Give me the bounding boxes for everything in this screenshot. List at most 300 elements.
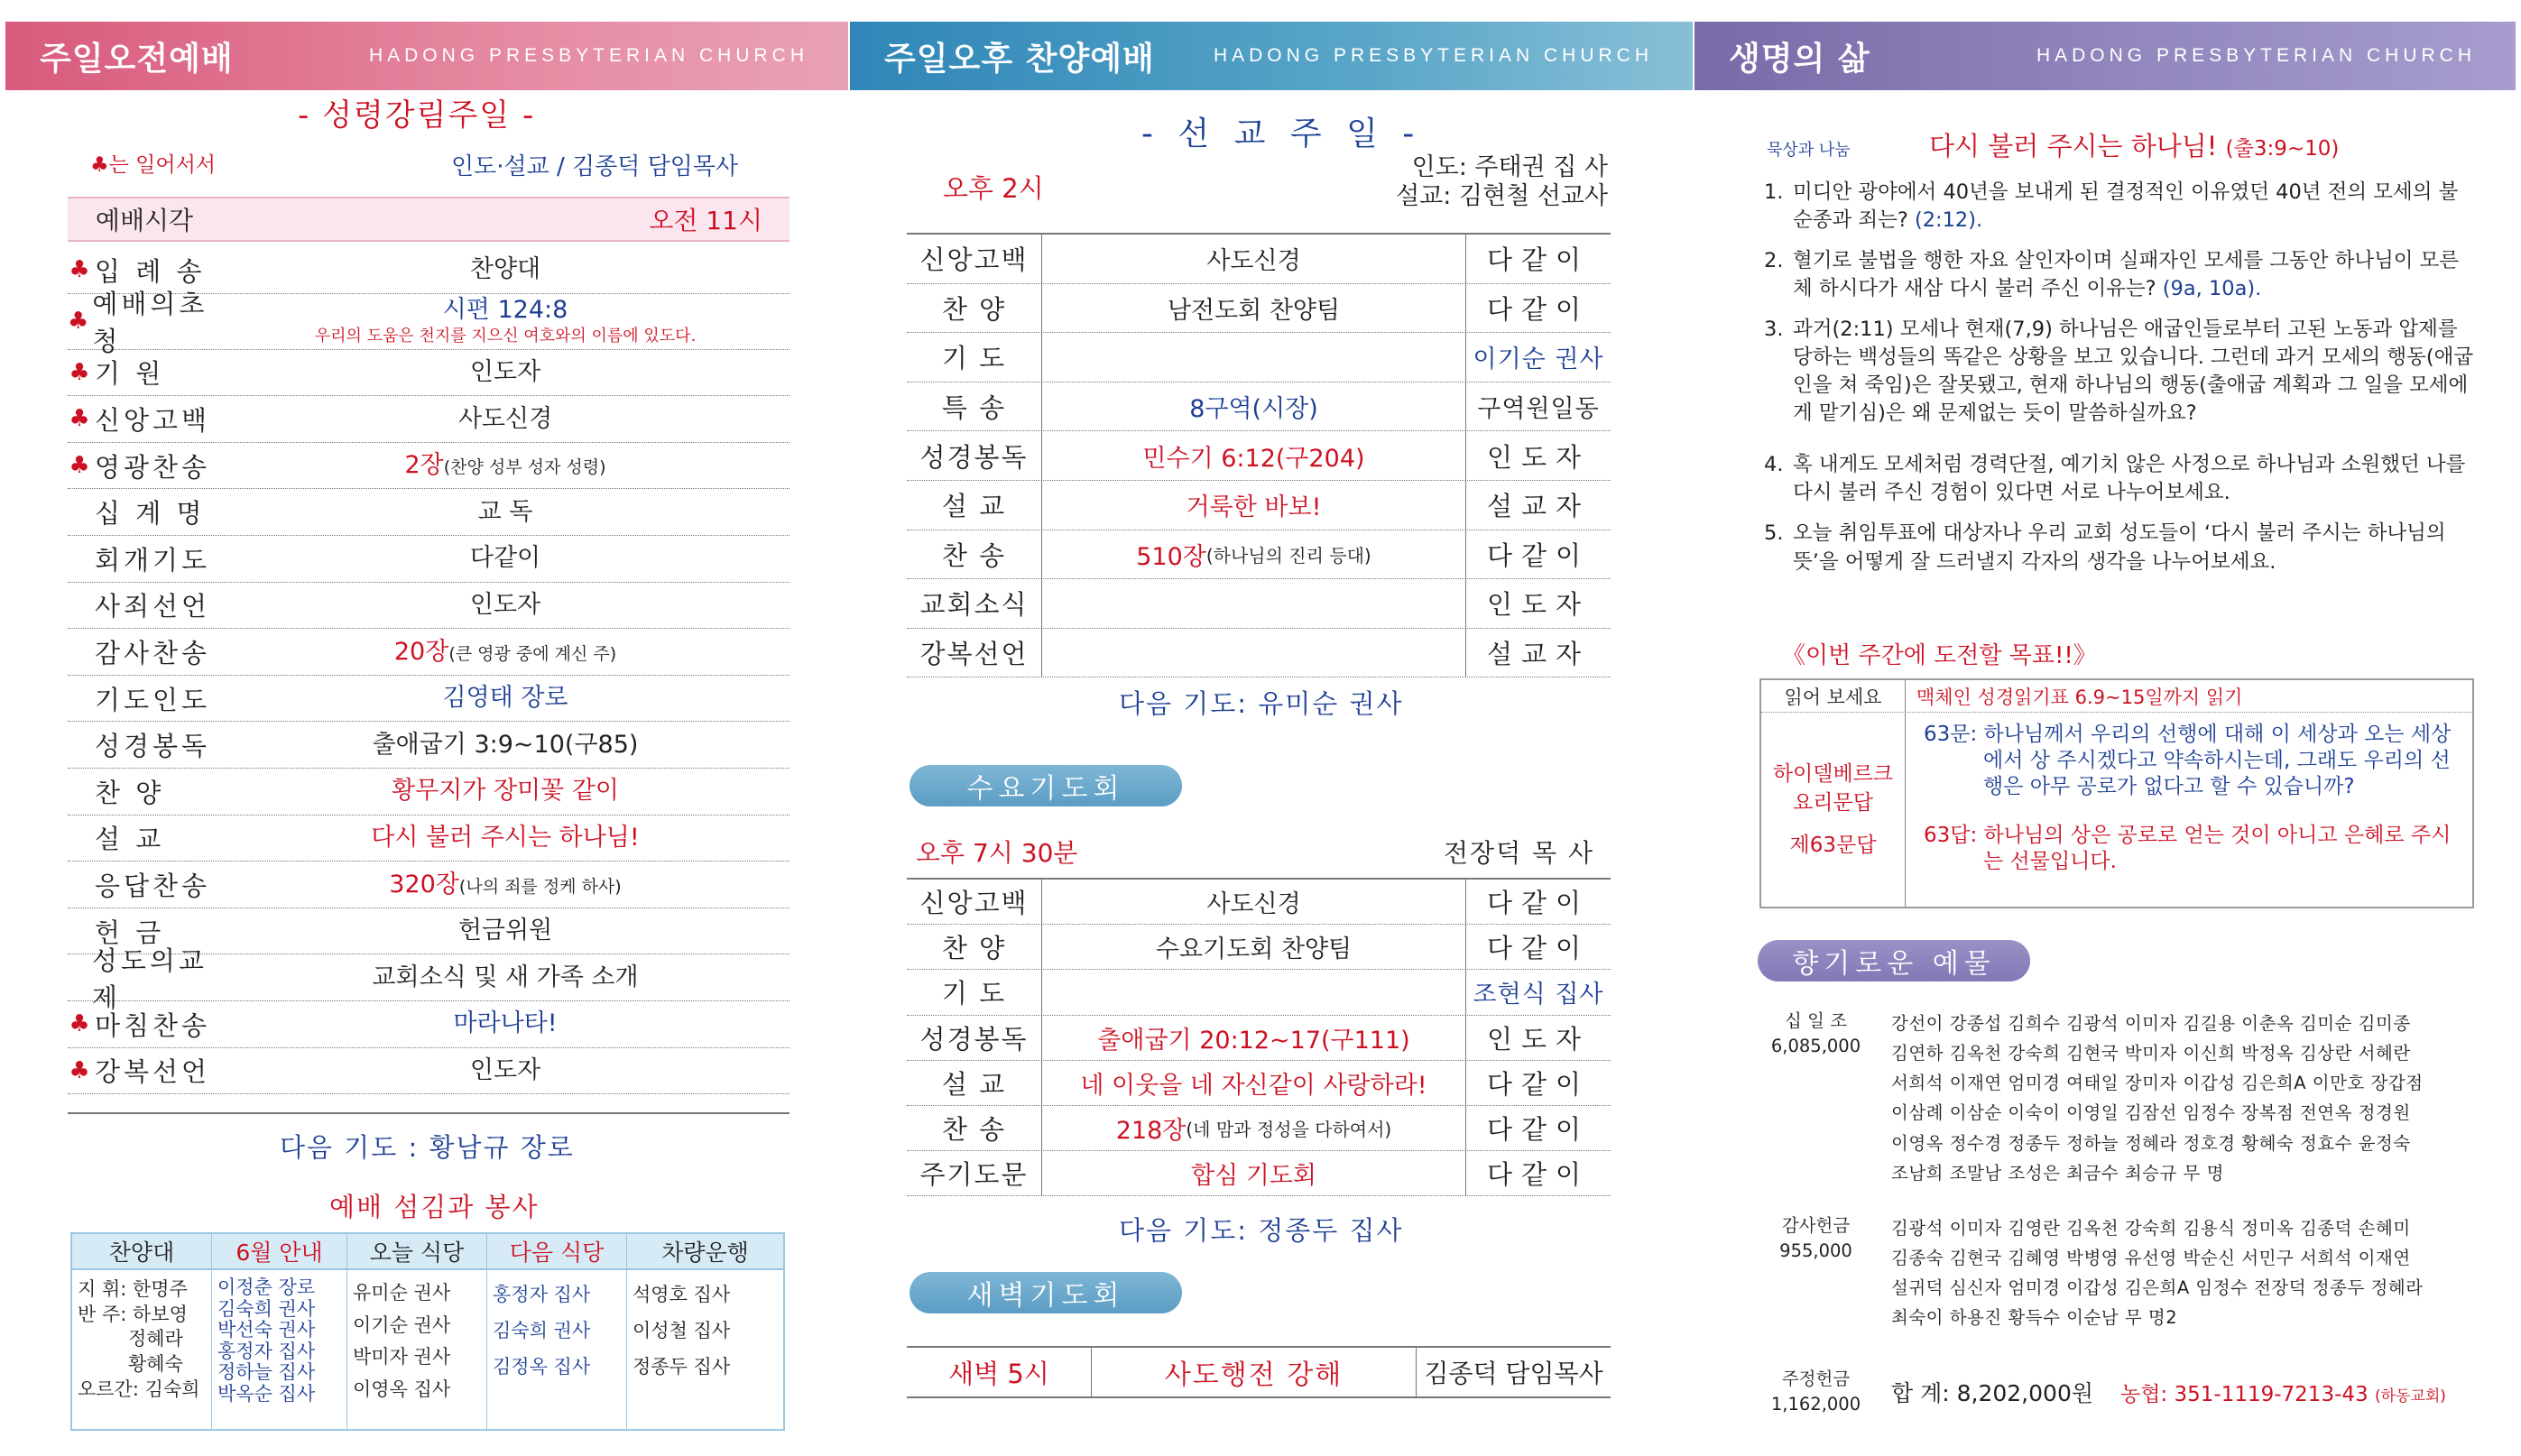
order-value <box>1042 925 1466 969</box>
order-label <box>68 401 221 438</box>
donor-names-line: 설귀덕 심신자 엄미경 이갑성 김은희A 임정수 전장덕 정종두 정혜라 <box>1891 1277 2424 1299</box>
order-value-note: (네 맘과 정성을 다하여서) <box>1186 1119 1392 1141</box>
order-row <box>68 862 790 908</box>
order-value <box>1042 1151 1466 1195</box>
order-value-text: 황무지가 장미꽃 같이 <box>392 777 619 806</box>
bank-account-number: 농협: 351-1119-7213-43 <box>2120 1382 2369 1406</box>
question-number: 1. <box>1764 180 1784 204</box>
worship-time-row <box>68 197 790 242</box>
order-label-text: 설 교 <box>95 824 165 855</box>
donor-names-line: 강선이 강종섭 김희수 김광석 이미자 김길용 이춘옥 김미순 김미종 <box>1891 1013 2411 1034</box>
order-row <box>68 443 790 490</box>
question-text: 과거(2:11) 모세나 현재(7,9) 하나님은 애굽인들로부터 고된 노동과 압제를 당하는 백성들의 똑같은 상황을 보고 있습니다. 그런데 과거 모세의 행동(애굽인을 쳐 죽임)은 잘못됐고, 현재 하나님의 행동(출애굽 계획과 그 일을 모세에게 맡기심)은 왜 문제없는 듯이 말씀하실까요? <box>1793 318 2474 426</box>
next-kitchen-column <box>487 1270 627 1429</box>
weekly-label-text: 주정헌금 <box>1781 1368 1851 1389</box>
dawn-prayer-badge: 새벽기도회 <box>910 1272 1182 1313</box>
guide-name: 정하늘 집사 <box>217 1361 316 1384</box>
club-icon: ♣ <box>68 308 93 336</box>
order-row <box>68 945 790 1013</box>
order-row <box>68 289 790 357</box>
order-row <box>68 489 790 536</box>
choir-organist: 오르간: 김숙희 <box>78 1378 200 1400</box>
order-value <box>221 964 790 991</box>
question-text: 혈기로 불법을 행한 자요 살인자이며 실패자인 모세를 그동안 하나님이 모른 체 하시다가 새삼 다시 불러 주신 이유는? <box>1793 249 2460 301</box>
club-icon: ♣ <box>69 452 94 480</box>
order-value <box>1042 235 1466 283</box>
dawn-time: 새벽 5시 <box>907 1348 1092 1396</box>
order-row <box>907 235 1611 284</box>
order-label <box>68 633 221 670</box>
order-label-text: 찬 양 <box>95 777 165 808</box>
order-label-text: 입 례 송 <box>95 255 206 287</box>
order-label-text: 응답찬송 <box>95 870 211 901</box>
choir-column <box>72 1270 212 1429</box>
guide-name: 박선숙 권사 <box>217 1319 316 1341</box>
order-value-text: 20장 <box>393 637 449 666</box>
question-item <box>1764 316 2477 428</box>
order-row <box>68 536 790 583</box>
weekly-label <box>1764 1367 1868 1418</box>
afternoon-next-prayer: 다음 기도: 유미순 권사 <box>1119 688 1404 719</box>
order-value-text: 수요기도회 찬양팀 <box>1155 935 1353 964</box>
order-value-text: 시편 124:8 <box>442 296 568 325</box>
order-label: 기 도 <box>907 333 1042 382</box>
order-value-note: (나의 죄를 정케 하사) <box>458 876 622 897</box>
question-item <box>1764 520 2477 576</box>
life-title: 생명의 삶 <box>1729 40 1870 78</box>
donor-names-line: 서희석 이재연 엄미경 여태일 장미자 이갑성 김은희A 이만호 장갑점 <box>1891 1073 2424 1094</box>
order-value <box>221 639 790 666</box>
divider <box>68 1112 790 1114</box>
order-value-note: 우리의 도움은 천지를 지으신 여호와의 이름에 있도다. <box>314 327 697 346</box>
order-label <box>68 493 221 530</box>
order-value <box>221 917 790 945</box>
question-number: 4. <box>1764 453 1784 477</box>
meditation-label: 묵상과 나눔 <box>1767 141 1851 160</box>
donor-names-line: 김광석 이미자 김영란 김옥천 강숙희 김용식 정미옥 김종덕 손혜미 <box>1891 1218 2411 1239</box>
order-label-text: 회개기도 <box>95 544 211 576</box>
order-value <box>1042 970 1466 1014</box>
order-value-text: 마라나타! <box>453 1009 558 1038</box>
weekly-goal-title: 《이번 주간에 도전할 목표!!》 <box>1782 642 2097 669</box>
driver-column <box>627 1270 783 1429</box>
kitchen-name: 이영옥 집사 <box>353 1378 451 1401</box>
meditation-title-text: 다시 불러 주시는 하나님! <box>1929 131 2218 161</box>
order-label: 성경봉독 <box>907 431 1042 480</box>
order-value <box>1042 1016 1466 1060</box>
kitchen-name: 박미자 권사 <box>353 1346 451 1368</box>
order-value-text: 다시 불러 주시는 하나님! <box>371 823 640 852</box>
stand-note-text: 는 일어서서 <box>108 153 217 177</box>
today-kitchen-column <box>347 1270 487 1429</box>
order-label: 성경봉독 <box>907 1016 1042 1060</box>
order-leader: 조현식 집사 <box>1473 981 1604 1009</box>
order-value-text: 교 독 <box>477 497 533 526</box>
service-header-guide: 6월 안내 <box>212 1234 347 1268</box>
kitchen-name: 김정옥 집사 <box>493 1355 591 1378</box>
thanks-label <box>1764 1213 1868 1333</box>
thanks-label-text: 감사헌금 <box>1781 1215 1851 1236</box>
donor-names-line: 이삼례 이삼순 이숙이 이영일 김잠선 임정수 장복점 전연옥 정경원 <box>1891 1102 2411 1124</box>
reading-value: 맥체인 성경읽기표 6.9~15일까지 읽기 <box>1916 686 2243 708</box>
order-row <box>907 284 1611 334</box>
order-label: 주기도문 <box>907 1151 1042 1195</box>
order-value-text: 인도자 <box>469 591 541 620</box>
order-value <box>1042 530 1466 579</box>
order-label: 설 교 <box>907 1061 1042 1105</box>
order-value-text: 김영태 장로 <box>442 684 568 713</box>
order-value-text: 510장 <box>1136 542 1206 571</box>
order-value <box>1042 1106 1466 1150</box>
morning-order-table <box>68 247 790 1094</box>
driver-name: 이성철 집사 <box>633 1319 731 1341</box>
order-label: 찬 송 <box>907 530 1042 579</box>
order-value-note: (찬양 성부 성자 성령) <box>443 457 606 478</box>
order-label: 기 도 <box>907 970 1042 1014</box>
order-value-text: 사도신경 <box>1206 247 1301 276</box>
worship-time-value: 오전 11시 <box>649 206 762 235</box>
choir-conductor: 지 휘: 한명주 <box>78 1278 188 1300</box>
kitchen-name: 김숙희 권사 <box>493 1319 591 1341</box>
order-value <box>1042 880 1466 924</box>
order-leader: 다같이 <box>1486 933 1591 964</box>
kitchen-name: 유미순 권사 <box>353 1282 451 1304</box>
tithe-label <box>1764 1009 1868 1188</box>
order-label <box>68 1052 221 1089</box>
order-label: 설 교 <box>907 481 1042 530</box>
order-row <box>907 1151 1611 1196</box>
order-value-text: 민수기 6:12(구204) <box>1142 444 1365 473</box>
morning-preacher: 인도·설교 / 김종덕 담임목사 <box>451 153 739 180</box>
order-leader: 인도자 <box>1486 589 1591 621</box>
order-row <box>907 382 1611 432</box>
weekly-amount: 1,162,000 <box>1770 1394 1861 1415</box>
thanks-amount: 955,000 <box>1779 1240 1852 1262</box>
guide-name: 홍정자 집사 <box>217 1340 316 1362</box>
catechism-label-line: 요리문답 <box>1793 791 1873 816</box>
order-value <box>1042 579 1466 628</box>
choir-accompanist-2: 정혜라 <box>128 1328 183 1350</box>
order-value-text: 출애굽기 20:12~17(구111) <box>1097 1026 1410 1055</box>
church-name: HADONG PRESBYTERIAN CHURCH <box>2036 45 2476 66</box>
order-label-text: 헌 금 <box>95 917 165 948</box>
question-reference: (2:12). <box>1914 208 1983 233</box>
tithe-amount: 6,085,000 <box>1770 1036 1861 1057</box>
wednesday-order-table <box>907 878 1611 1196</box>
order-value-text: 네 이웃을 네 자신같이 사랑하라! <box>1080 1071 1427 1100</box>
order-value-text: 8구역(시장) <box>1189 395 1318 424</box>
order-value-text: 다같이 <box>469 544 541 573</box>
service-table-header <box>72 1234 783 1270</box>
order-value <box>221 406 790 433</box>
order-value <box>1042 481 1466 530</box>
club-icon: ♣ <box>69 1056 94 1084</box>
order-value <box>221 256 790 283</box>
order-row <box>907 530 1611 580</box>
order-row <box>68 676 790 723</box>
order-value-text: 출애굽기 3:9~10(구85) <box>372 730 639 759</box>
order-value-text: 사도신경 <box>1206 890 1301 919</box>
donor-names-line: 조남희 조말남 조성은 최금수 최승규 무 명 <box>1891 1162 2224 1184</box>
kitchen-name: 홍정자 집사 <box>493 1284 591 1305</box>
order-label-text: 기도인도 <box>95 684 211 715</box>
order-leader: 다같이 <box>1486 1068 1591 1100</box>
order-row <box>68 583 790 630</box>
order-label-text: 예배의초청 <box>92 289 208 357</box>
order-label <box>68 773 221 810</box>
order-row <box>907 629 1611 678</box>
order-value <box>221 297 790 345</box>
donor-names-line: 최숙이 하용진 황득수 이순남 무 명2 <box>1891 1307 2178 1329</box>
order-label <box>68 284 221 358</box>
order-label: 신앙고백 <box>907 880 1042 924</box>
order-label-text: 기 원 <box>95 358 165 390</box>
morning-next-prayer: 다음 기도 : 황남규 장로 <box>280 1132 575 1163</box>
order-row <box>68 1001 790 1048</box>
choir-accompanist: 반 주: 하보영 <box>78 1303 188 1325</box>
order-leader: 인도자 <box>1486 441 1591 473</box>
offering-badge: 향기로운 예물 <box>1758 940 2030 981</box>
order-value-note: (하나님의 진리 등대) <box>1205 544 1371 567</box>
bank-account <box>2120 1378 2446 1407</box>
guide-name: 김숙희 권사 <box>217 1297 316 1320</box>
afternoon-order-table <box>907 233 1611 677</box>
question-item <box>1764 247 2477 303</box>
driver-name: 정종두 집사 <box>633 1355 731 1378</box>
order-leader: 다같이 <box>1486 539 1591 571</box>
order-row <box>68 816 790 862</box>
order-label: 교회소식 <box>907 579 1042 628</box>
order-label-text: 신앙고백 <box>95 404 211 436</box>
morning-worship-title: 주일오전예배 <box>40 40 234 78</box>
order-label <box>68 819 221 856</box>
club-icon: ♣ <box>69 1010 94 1038</box>
order-value-text: 320장 <box>389 870 459 898</box>
meditation-reference: (출3:9~10) <box>2225 137 2340 161</box>
catechism-label <box>1761 713 1906 907</box>
question-reference: (9a, 10a). <box>2162 277 2262 301</box>
catechism-answer: 63답: 하나님의 상은 공로로 얻는 것이 아니고 은혜로 주시는 선물입니다. <box>1924 824 2452 873</box>
order-leader: 구역원일동 <box>1477 395 1600 424</box>
order-label <box>68 941 221 1015</box>
order-value <box>221 825 790 852</box>
club-icon: ♣ <box>69 405 94 433</box>
order-row <box>68 350 790 397</box>
wednesday-prayer-badge: 수요기도회 <box>910 765 1182 806</box>
guide-name: 이정춘 장로 <box>217 1276 316 1298</box>
order-row <box>907 925 1611 970</box>
order-leader: 설교자 <box>1486 491 1591 522</box>
bank-account-note: (하동교회) <box>2374 1387 2446 1405</box>
order-label-text: 강복선언 <box>95 1056 211 1088</box>
service-header-next-kitchen: 다음 식당 <box>487 1234 627 1268</box>
order-label-text: 감사찬송 <box>95 637 211 668</box>
club-icon: ♣ <box>69 256 94 284</box>
service-header-choir: 찬양대 <box>72 1234 212 1268</box>
order-label <box>68 540 221 577</box>
order-label <box>68 252 221 289</box>
order-value <box>221 359 790 386</box>
thanks-offering-block <box>1764 1213 2477 1333</box>
afternoon-worship-header <box>850 22 1693 90</box>
afternoon-leader: 인도: 주태권 집 사 <box>1411 153 1608 181</box>
order-label-text: 영광찬송 <box>95 451 211 483</box>
order-row <box>68 396 790 443</box>
question-number: 2. <box>1764 249 1784 273</box>
order-row <box>907 970 1611 1015</box>
order-value <box>1042 431 1466 480</box>
guide-column <box>212 1270 347 1429</box>
weekly-goal-table <box>1759 678 2474 908</box>
order-value-text: 사도신경 <box>457 404 553 433</box>
driver-name: 석영호 집사 <box>633 1284 731 1305</box>
service-title: 예배 섬김과 봉사 <box>329 1192 540 1222</box>
church-name: HADONG PRESBYTERIAN CHURCH <box>368 45 808 66</box>
catechism-question: 63문: 하나님께서 우리의 선행에 대해 이 세상과 오는 세상에서 상 주시겠다고 약속하시는데, 그래도 우리의 선행은 아무 공로가 없다고 할 수 있습니까? <box>1924 723 2452 798</box>
order-row <box>907 579 1611 629</box>
order-value <box>1042 333 1466 382</box>
afternoon-time: 오후 2시 <box>943 173 1044 204</box>
question-item <box>1764 179 2477 235</box>
order-label: 찬 양 <box>907 284 1042 333</box>
catechism-row <box>1761 713 2472 907</box>
order-value <box>221 685 790 712</box>
question-text: 미디안 광야에서 40년을 보내게 된 결정적인 이유였던 40년 전의 모세의 불순종과 죄는? <box>1793 180 2459 233</box>
order-label-text: 사죄선언 <box>95 591 211 622</box>
wednesday-next-prayer: 다음 기도: 정종두 집사 <box>1119 1215 1404 1246</box>
order-leader: 인도자 <box>1486 1023 1591 1055</box>
order-label <box>68 1006 221 1043</box>
question-number: 5. <box>1764 521 1784 546</box>
reading-row <box>1761 680 2472 713</box>
question-number: 3. <box>1764 318 1784 342</box>
order-value <box>221 452 790 479</box>
order-leader: 설교자 <box>1486 639 1591 670</box>
order-leader: 이기순 권사 <box>1473 346 1604 374</box>
order-row <box>907 481 1611 530</box>
order-value-text: 합심 기도회 <box>1191 1162 1316 1191</box>
wednesday-leader: 전장덕 목 사 <box>1444 838 1595 868</box>
order-label <box>68 726 221 763</box>
question-text: 혹 내게도 모세처럼 경력단절, 예기치 않은 사정으로 하나님과 소원했던 나를 다시 불러 주신 경험이 있다면 서로 나누어보세요. <box>1793 453 2466 505</box>
order-leader: 다같이 <box>1486 888 1591 919</box>
catechism-content <box>1906 713 2472 907</box>
club-icon: ♣ <box>90 153 109 177</box>
order-value <box>221 732 790 759</box>
order-value <box>1042 629 1466 677</box>
order-leader: 다같이 <box>1486 244 1591 276</box>
morning-worship-header <box>5 22 848 90</box>
order-label <box>68 586 221 623</box>
order-value <box>1042 1061 1466 1105</box>
order-row <box>68 769 790 816</box>
order-value <box>1042 284 1466 333</box>
morning-sunday-title: - 성령강림주일 - <box>298 97 536 134</box>
service-table <box>70 1232 785 1431</box>
donor-names-line: 김연하 김옥천 강숙희 김현국 박미자 이신희 박정옥 김상란 서혜란 <box>1891 1043 2411 1064</box>
offering-total: 합 계: 8,202,000원 <box>1891 1380 2094 1407</box>
order-label <box>68 866 221 903</box>
afternoon-roles <box>1371 153 1608 212</box>
order-label <box>68 680 221 717</box>
tithe-names <box>1868 1009 2477 1188</box>
order-value-text: 인도자 <box>469 1055 541 1084</box>
order-label: 특 송 <box>907 382 1042 431</box>
service-header-driver: 차량운행 <box>661 1239 749 1266</box>
afternoon-worship-title: 주일오후 찬양예배 <box>884 40 1155 78</box>
afternoon-preacher: 설교: 김현철 선교사 <box>1396 182 1608 211</box>
guide-name: 박옥순 집사 <box>217 1382 316 1405</box>
dawn-content: 사도행전 강해 <box>1092 1348 1417 1396</box>
order-label: 강복선언 <box>907 629 1042 677</box>
service-table-body <box>72 1270 783 1429</box>
order-label-text: 마침찬송 <box>95 1009 211 1041</box>
donor-names-line: 이영옥 정수경 정종두 정하늘 정혜라 정호경 황혜숙 정효수 윤정숙 <box>1891 1132 2411 1154</box>
tithe-block <box>1764 1009 2477 1188</box>
order-value <box>221 499 790 526</box>
order-label: 찬 송 <box>907 1106 1042 1150</box>
dawn-prayer-row <box>907 1346 1611 1398</box>
worship-time-label: 예배시각 <box>95 206 194 235</box>
order-row <box>907 333 1611 382</box>
kitchen-name: 이기순 권사 <box>353 1313 451 1336</box>
order-value <box>221 778 790 805</box>
order-value <box>221 1010 790 1037</box>
order-leader: 다같이 <box>1486 1114 1591 1146</box>
order-value-note: (큰 영광 중에 계신 주) <box>448 643 617 664</box>
tithe-label-text: 십 일 조 <box>1785 1010 1847 1031</box>
choir-accompanist-3: 황혜숙 <box>128 1353 183 1376</box>
order-row <box>907 1061 1611 1106</box>
question-text: 오늘 취임투표에 대상자나 우리 교회 성도들이 ‘다시 불러 주시는 하나님의 뜻’을 어떻게 잘 드러낼지 각자의 생각을 나누어보세요. <box>1793 521 2446 574</box>
order-value-text: 남전도회 찬양팀 <box>1167 296 1341 325</box>
order-row <box>68 1048 790 1095</box>
donor-names-line: 김종숙 김현국 김혜영 박병영 유선영 박순신 서민구 서희석 이재연 <box>1891 1248 2411 1269</box>
wednesday-time: 오후 7시 30분 <box>916 838 1078 868</box>
order-value-text: 헌금위원 <box>457 917 553 945</box>
order-label-text: 성도의교제 <box>91 945 208 1013</box>
life-header <box>1695 22 2516 90</box>
order-value <box>221 1057 790 1084</box>
order-label <box>68 447 221 484</box>
question-item <box>1764 451 2477 507</box>
thanks-names <box>1868 1213 2477 1333</box>
order-value <box>1042 382 1466 431</box>
order-leader: 다같이 <box>1486 1159 1591 1191</box>
church-name: HADONG PRESBYTERIAN CHURCH <box>1213 45 1653 66</box>
catechism-label-line: 하이델베르크 <box>1772 762 1894 787</box>
order-value-text: 거룩한 바보! <box>1186 493 1322 522</box>
order-label-text: 십 계 명 <box>95 498 206 530</box>
order-value-text: 218장 <box>1115 1117 1187 1146</box>
order-value <box>221 545 790 572</box>
service-header-today-kitchen: 오늘 식당 <box>347 1234 487 1268</box>
order-label <box>68 354 221 391</box>
order-label: 신앙고백 <box>907 235 1042 283</box>
order-value-text: 인도자 <box>469 358 541 387</box>
order-label: 찬 양 <box>907 925 1042 969</box>
order-value <box>221 871 790 898</box>
order-row <box>907 880 1611 925</box>
reading-label: 읽어 보세요 <box>1761 680 1906 712</box>
order-row <box>907 1106 1611 1151</box>
catechism-label-line: 제63문답 <box>1789 833 1877 857</box>
order-value <box>221 592 790 619</box>
meditation-title <box>1929 126 2339 163</box>
stand-note <box>90 148 216 178</box>
order-row <box>907 1016 1611 1061</box>
order-value-text: 찬양대 <box>469 255 541 284</box>
